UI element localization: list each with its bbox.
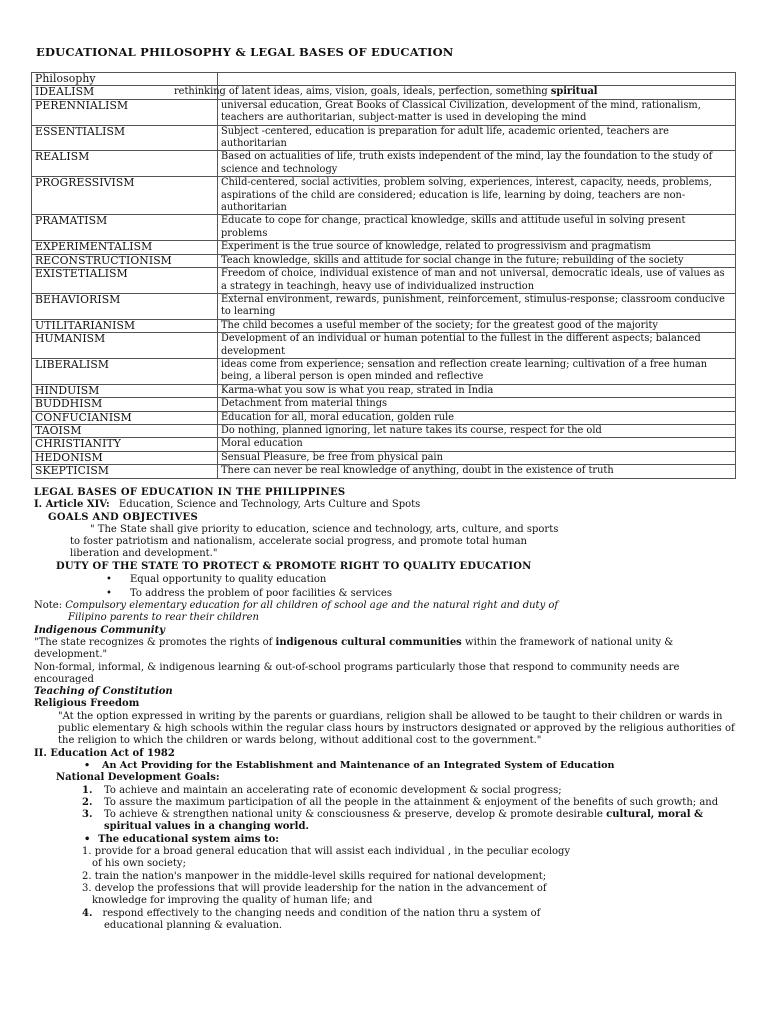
philosophy-name-cell: BEHAVIORISM <box>32 293 218 319</box>
table-row <box>32 99 736 125</box>
indigenous-quote-bold: indigenous cultural communities <box>275 636 462 648</box>
philosophy-desc-cell: Sensual Pleasure, be free from physical pain <box>218 451 736 464</box>
nonformal-text: Non-formal, informal, & indigenous learning & out-of-school programs particularly those that respond to community needs are encouraged <box>34 661 680 685</box>
philosophy-name-cell: BUDDHISM <box>32 398 218 411</box>
philosophy-desc-cell: Detachment from material things <box>218 398 736 411</box>
philosophy-name-cell: IDEALISM <box>32 86 218 99</box>
act-title: • An Act Providing for the Establishment and Maintenance of an Integrated System of Education <box>34 760 739 772</box>
philosophy-desc-cell: Experiment is the true source of knowledge, related to progressivism and pragmatism <box>218 241 736 254</box>
philosophy-desc-cell: Child-centered, social activities, problem solving, experiences, interest, capacity, needs, problems, aspirations of the child are considered; education is life, learning by doing, teachers are non-authoritarian <box>218 177 736 215</box>
table-header-empty-cell <box>218 73 736 86</box>
list-text: To achieve and maintain an accelerating rate of economic development & social progress; <box>104 784 562 796</box>
table-row <box>32 333 736 359</box>
table-row <box>32 411 736 424</box>
table-row <box>32 241 736 254</box>
list-item: 2. train the nation's manpower in the middle-level skills required for national development; <box>82 870 547 882</box>
aims-list <box>34 846 582 932</box>
table-row <box>32 451 736 464</box>
legal-heading: LEGAL BASES OF EDUCATION IN THE PHILIPPINES <box>34 487 346 498</box>
philosophy-name-cell: HUMANISM <box>32 333 218 359</box>
philosophy-desc-cell: Subject -centered, education is preparation for adult life, academic oriented, teachers are authoritarian <box>218 125 736 151</box>
list-item: 3. develop the professions that will provide leadership for the nation in the advancement of knowledge for improving the quality of human life; and <box>82 882 547 907</box>
note-label: Note: <box>34 600 63 612</box>
list-text-bold: cultural, moral & spiritual values in a changing world. <box>104 809 704 833</box>
list-item: 1. provide for a broad general education that will assist each individual , in the peculiar ecology of his own society; <box>82 846 571 870</box>
philosophy-desc-cell: ideas come from experience; sensation and reflection create learning; cultivation of a free human being, a liberal person is open minded and reflective <box>218 358 736 384</box>
act-heading: II. Education Act of 1982 <box>34 747 175 759</box>
list-number: 3. <box>82 809 93 821</box>
philosophy-name-cell: TAOISM <box>32 424 218 437</box>
table-header-row <box>32 73 736 86</box>
table-row <box>32 438 736 451</box>
table-row <box>32 384 736 397</box>
list-item <box>34 809 724 834</box>
system-heading: • The educational system aims to: <box>34 834 739 846</box>
list-item <box>82 908 564 933</box>
table-row <box>32 319 736 332</box>
list-item <box>34 797 739 809</box>
list-number: 2. <box>82 796 93 808</box>
indigenous-heading: Indigenous Community <box>34 624 165 636</box>
philosophy-desc-cell: External environment, rewards, punishment, reinforcement, stimulus-response; classroom conducive to learning <box>218 293 736 319</box>
philosophy-name-cell: UTILITARIANISM <box>32 319 218 332</box>
philosophy-desc-cell: Moral education <box>218 438 736 451</box>
list-item <box>34 785 739 797</box>
philosophy-name-cell: SKEPTICISM <box>32 465 218 478</box>
philosophy-table <box>31 72 736 479</box>
table-row <box>32 254 736 267</box>
philosophy-desc-cell: Development of an individual or human potential to the fullest in the different aspects; balanced development <box>218 333 736 359</box>
list-number: 4. <box>82 907 93 919</box>
indigenous-quote-part: "The state recognizes & promotes the rights of <box>34 636 276 648</box>
philosophy-name-cell: RECONSTRUCTIONISM <box>32 254 218 267</box>
legal-bases-section <box>34 487 739 932</box>
list-item: • To address the problem of poor facilities & services <box>34 587 739 601</box>
list-text: To achieve & strengthen national unity & consciousness & preserve, develop & promote desirable <box>104 809 607 821</box>
philosophy-name-cell: HINDUISM <box>32 384 218 397</box>
philosophy-desc-cell: Do nothing, planned ignoring, let nature takes its course, respect for the old <box>218 424 736 437</box>
article-text: Education, Science and Technology, Arts Culture and Spots <box>118 499 421 511</box>
constitution-heading: Teaching of Constitution <box>34 686 173 698</box>
list-item: • Equal opportunity to quality education <box>34 573 739 587</box>
note-text: Compulsory elementary education for all children of school age and the natural right and duty of <box>65 600 559 612</box>
article-line <box>34 499 739 511</box>
table-header-cell: Philosophy <box>32 73 218 86</box>
philosophy-name-cell: CHRISTIANITY <box>32 438 218 451</box>
philosophy-name-cell: PERENNIALISM <box>32 99 218 125</box>
philosophy-desc-cell: The child becomes a useful member of the society; for the greatest good of the majority <box>218 319 736 332</box>
philosophy-desc-cell: Karma-what you sow is what you reap, strated in India <box>218 384 736 397</box>
table-row <box>32 125 736 151</box>
philosophy-name-cell: REALISM <box>32 151 218 177</box>
ndg-heading: National Development Goals: <box>56 772 220 784</box>
table-row <box>32 398 736 411</box>
philosophy-name-cell: ESSENTIALISM <box>32 125 218 151</box>
philosophy-desc-cell <box>174 86 736 99</box>
table-row <box>32 465 736 478</box>
goals-quote: " The State shall give priority to education, science and technology, arts, culture, and sports to foster patriotism and nationalism, accelerate social progress, and promote total human liberation and development." <box>70 523 559 560</box>
note-text-continued: Filipino parents to rear their children <box>68 612 259 624</box>
philosophy-desc-cell: universal education, Great Books of Classical Civilization, development of the mind, rationalism, teachers are authoritarian, subject-matter is used in developing the mind <box>218 99 736 125</box>
table-row <box>32 293 736 319</box>
table-row <box>32 358 736 384</box>
philosophy-desc-cell: Freedom of choice, individual existence of man and not universal, democratic ideals, use of values as a strategy in teachingh, heavy use of individualized instruction <box>218 268 736 294</box>
table-row <box>32 215 736 241</box>
table-row <box>32 424 736 437</box>
philosophy-desc-bold: spiritual <box>550 86 598 98</box>
philosophy-desc-cell: Teach knowledge, skills and attitude for social change in the future; rebuilding of the society <box>218 254 736 267</box>
duty-bullet-list <box>34 573 739 600</box>
indigenous-quote <box>34 637 739 662</box>
philosophy-name-cell: EXPERIMENTALISM <box>32 241 218 254</box>
document-title: EDUCATIONAL PHILOSOPHY & LEGAL BASES OF EDUCATION <box>36 45 454 59</box>
philosophy-desc-cell: There can never be real knowledge of anything, doubt in the existence of truth <box>218 465 736 478</box>
philosophy-name-cell: HEDONISM <box>32 451 218 464</box>
list-number: 1. <box>82 784 93 796</box>
list-text: To assure the maximum participation of all the people in the attainment & enjoyment of the benefits of such growth; and <box>104 796 719 808</box>
table-row <box>32 86 736 99</box>
religious-heading: Religious Freedom <box>34 698 140 710</box>
ndg-list <box>34 785 739 834</box>
philosophy-desc-cell: Based on actualities of life, truth exists independent of the mind, lay the foundation to the study of science and technology <box>218 151 736 177</box>
philosophy-desc-cell: Educate to cope for change, practical knowledge, skills and attitude useful in solving present problems <box>218 215 736 241</box>
note <box>34 600 739 625</box>
religious-quote: "At the option expressed in writing by the parents or guardians, religion shall be allowed to be taught to their children or wards in public elementary & high schools within the regular class hours by instructors designated or approved by the religious authorities of the religion to which the children or wards belong, without additional cost to the government." <box>58 710 735 747</box>
list-text: respond effectively to the changing needs and condition of the nation thru a system of educational planning & evaluation. <box>102 907 541 931</box>
philosophy-name-cell: CONFUCIANISM <box>32 411 218 424</box>
philosophy-name-cell: LIBERALISM <box>32 358 218 384</box>
philosophy-name-cell: PRAMATISM <box>32 215 218 241</box>
table-row <box>32 268 736 294</box>
indigenous-quote-part: within the framework of national unity & development." <box>34 636 674 661</box>
duty-heading: DUTY OF THE STATE TO PROTECT & PROMOTE RIGHT TO QUALITY EDUCATION <box>56 560 532 572</box>
philosophy-desc-text: rethinking of latent ideas, aims, vision, goals, ideals, perfection, something <box>174 86 551 98</box>
table-row <box>32 177 736 215</box>
article-label: I. Article XIV: <box>34 499 110 511</box>
table-row <box>32 151 736 177</box>
philosophy-name-cell: PROGRESSIVISM <box>32 177 218 215</box>
goals-heading: GOALS AND OBJECTIVES <box>48 511 198 523</box>
philosophy-name-cell: EXISTETIALISM <box>32 268 218 294</box>
philosophy-desc-cell: Education for all, moral education, golden rule <box>218 411 736 424</box>
